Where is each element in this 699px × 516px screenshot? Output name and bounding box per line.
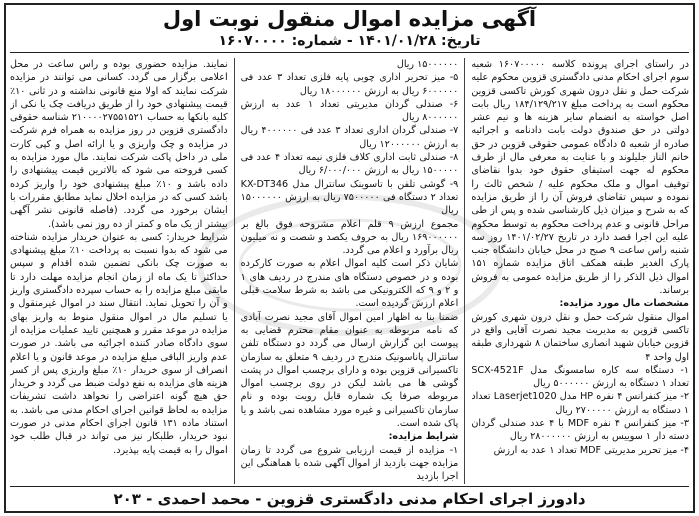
column-divider [234, 58, 235, 484]
paragraph: ۷- صندلی گردان اداری تعداد ۳ عدد فی ۴۰۰۰۰۰۰ ریال به ارزش ۱۲۰۰۰۰۰۰ ریال [240, 125, 459, 150]
paragraph: ۲- میز کنفرانس ۴ نفره HP مدل Laserjet1020 تعداد ۱ دستگاه به ارزش ۲۷۰۰۰۰۰ ریال [471, 391, 689, 416]
paragraph: ۴- میز تحریر مدیریتی MDF تعداد ۱ عدد به ارزش [493, 444, 689, 456]
paragraph: ۵- میز تحریر اداری چوبی پایه فلزی تعداد ۳ عدد فی ۶۰۰۰۰۰۰ ریال به ارزش ۱۸۰۰۰۰۰۰ ریال [240, 72, 459, 97]
paragraph: ضمنا بنا به اظهار امین اموال آقای مجید نصرت آبادی که نامه مربوطه به عنوان مقام محترم قضایی به پیوست این گزارش ارسال می گردد دو دستگاه تلفن سانترال پاناسونیک مندرج در ردیف ۹ متعلق به سازمان تاکسیرانی قزوین بوده و دارای برچسب اموال در پشت گوشی ها می باشد لیکن در روی برچسب اموال مربوطه صرفا یک شماره قابل رویت بوده و نام سازمان تاکسیرانی و غیره مورد مشاهده نمی باشد و یا پاک شده است. [240, 311, 459, 430]
header-divider [10, 52, 689, 53]
notice-date-number: تاریخ: ۱۴۰۱/۰۱/۲۸ - شماره: ۱۶۰۷۰۰۰۰ [218, 33, 481, 49]
section-heading: مشخصات مال مورد مزایده: [559, 298, 689, 310]
paragraph: ۱- مزایده از قیمت ارزیابی شروع می گردد تا زمان مزایده جهت بازدید از اموال آگهی شده با هماهنگی این اجرا بازدید [240, 444, 459, 483]
paragraph: ۱۵۰۰۰۰۰۰ ریال [396, 59, 459, 70]
column-middle [241, 58, 459, 484]
paragraph: مجموع ارزش ۹ قلم اعلام مشروحه فوق بالغ بر ۱۶۹۰۰۰۰۰۰ ریال به حروف یکصد و شصت و نه میلیون ریال برآورد و اعلام می گردد. [240, 218, 459, 257]
paragraph: ۹- گوشی تلفن با تاسوینک سانترال مدل KX-DT346 تعداد ۲ دستگاه فی ۷۵۰۰۰۰۰ ریال به ارزش ۱۵۰۰۰۰۰۰ ریال [240, 178, 459, 217]
paragraph: شایان ذکر است کلیه اموال اعلام به صورت کارکرده بوده و در خصوص دستگاه های مندرج در ردیف های ۱ و ۲ و ۹ که الکترونیکی می باشد به شرط سلامت قبلی اعلام ارزش گردیده است. [240, 258, 459, 310]
paragraph: نمایند. مزایده حضوری بوده و راس ساعت در محل اعلامی برگزار می گردد. کسانی می توانند در مزایده شرکت نمایند که اولا منع قانونی نداشته و در ثانی ۱۰٪ قیمت پیشنهادی خود را از طریق دریافت چک یا نکی از کلیه بانکها به حساب ۲۱۰۰۰۰۲۷۵۵۱۵۲۱ شناسه حقوقی دادگستری قزوین در روز مزایده به همراه فرم شرکت در مزایده و چک واریزی و یا ارائه اصل و کپی کارت ملی در داخل پاکت شرکت نمایند. مال مورد مزایده به کسی فروخته می شود که بالاترین قیمت پیشنهادی را داده باشد و ۱۰٪ مبلغ پیشنهادی خود را واریز کرده باشد کسی که در مزایده اخلال نماید مطابق مقررات با ایشان برخورد می گردد. (فاصله قانونی نشر آگهی بیشتر از یک ماه و کمتر از ده روز نمی باشد). [9, 59, 228, 230]
paragraph: اموال منقول شرکت حمل و نقل درون شهری کورش تاکسی قزوین به مدیریت مجید نصرت آقایی واقع در قزوین خیابان شهید انصاری ساختمان ۸ شهرداری طبقه اول واحد ۴ [471, 311, 689, 363]
paragraph: ۳- میز کنفرانس ۴ نفره MDF با ۴ عدد صندلی گردان دسته دار ۱ سوییس به ارزش ۲۸۰۰۰۰۰۰ ریال [471, 418, 689, 443]
column-divider [464, 58, 465, 484]
paragraph: در راستای اجرای پرونده کلاسه ۱۶۰۷۰۰۰۰۰ شعبه سوم اجرای احکام مدنی دادگستری قزوین محکوم علیه شرکت حمل و نقل درون شهری کورش تاکسی قزوین محکوم است به پرداخت مبلغ ۱۸۴/۱۲۹/۲۱۷ ریال بابت اصل خواسته به انضمام سایر هزینه ها و نیم عشر دولتی در حق صندوق دولت بابت دادنامه و اجرائیه صادره از شعبه ۵ دادگاه عمومی حقوقی قزوین در حق خانم الناز جلیلوند و با عنایت به معرفی مال از طرف محکوم له جهت استیفای حقوق خود بدوا نقاضای توقیف اموال و ملک محکوم علیه / شخص ثالث را نموده و سپس تقاضای فروش آن را از طریق مزایده که به شرح و میزان ذیل کارشناسی شده و پس از طی مراحل قانونی و عدم پرداخت محکوم به توسط محکوم علیه این اجرا قصد دارد در تاریخ ۱۴۰۱/۰۲/۲۷ روز سه شنبه راس ساعت ۹ صبح در محل خیابان دانشگاه جنب پارک الغدیر طبقه همکف اتاق مزایده شماره ۱۵۱ اموال ذیل الذکر را از طریق مزایده عمومی به فروش برساند. [471, 59, 689, 297]
notice-header [0, 6, 699, 50]
footer-divider [10, 486, 689, 487]
paragraph: ۸- صندلی ثابت اداری کلاف فلزی نیمه تعداد ۴ عدد فی ۱۵۰۰۰۰۰ ریال به ارزش ۶/۰۰۰/۰۰۰ ریال [240, 152, 459, 177]
paragraph: ۶- صندلی گردان مدیریتی تعداد ۱ عدد به ارزش ۸۰۰۰۰۰۰ ریال [240, 98, 459, 124]
section-heading: شرایط مزایده: [388, 431, 459, 443]
column-left [10, 58, 228, 484]
column-right [471, 58, 689, 484]
notice-body [10, 58, 689, 484]
paragraph: ۱- دستگاه سه کاره سامسونگ مدل SCX-4521F تعداد ۱ دستگاه به ارزش ۵۰۰۰۰۰۰ ریال [471, 364, 689, 390]
notice-title: آگهی مزایده اموال منقول نوبت اول [162, 7, 537, 31]
notice-signature: دادورز اجرای احکام مدنی دادگستری قزوین - محمد احمدی - ۲۰۳ [113, 490, 586, 508]
paragraph: شرایط خریدار: کسی به عنوان خریدار مزایده شناخته می شود که بدوا نسبت به پرداخت ۱۰٪ مبلغ پیشنهادی به صورت چک بانکی تضمین شده اقدام و سپس حداکثر تا یک ماه از زمان انجام مزایده مهلت دارد تا مابقی مبلغ مزایده را به حساب سپرده دادگستری واریز و آن را تحویل نماید. انتقال سند در اموال غیرمنقول و یا تسلیم مال در اموال منقول منوط به واریز بهای مزایده در موعد مقرر و همچنین تایید عملیات مزایده از سوی دادگاه صادر کننده اجرائیه می باشد. در صورت عدم واریز الباقی مبلغ مزایده در موعد قانون و یا اعلام انصراف از سوی خریدار ۱۰٪ مبلغ واریزی پس از کسر هزینه های مزایده به نفع دولت ضبط می گردد و خریدار حق هیچ گونه اعتراضی را نخواهد داشت تشریفات مزایده به لحاظ قوانین اجرای احکام مدنی می باشد. به استناد ماده ۱۳۱ قانون اجرای احکام مدنی در صورت نبود خریدار، طلبکار نیز می تواند در قبال طلب خود اموال را به قیمت پایه بپذیرد. [9, 231, 228, 456]
